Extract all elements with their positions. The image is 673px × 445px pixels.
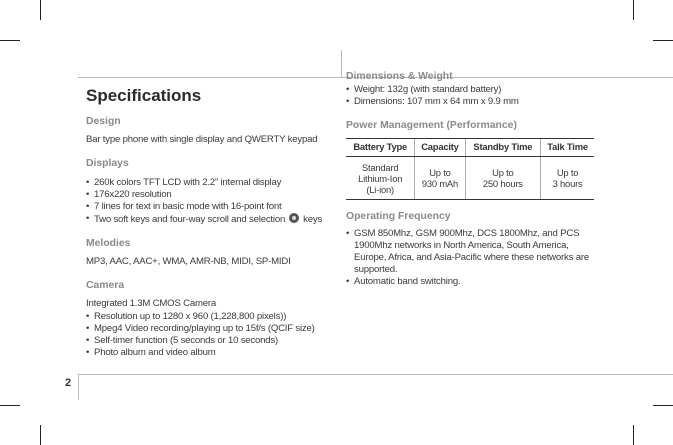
power-heading: Power Management (Performance)	[346, 120, 517, 131]
column-header: Capacity	[415, 139, 465, 157]
right-column	[346, 70, 596, 288]
battery-type-cell	[346, 157, 415, 200]
list-item: • Automatic band switching.	[346, 276, 596, 288]
dimensions-list	[346, 84, 596, 108]
cell-line: Lithium-Ion	[358, 172, 403, 184]
column-header: Standby Time	[465, 139, 541, 157]
cell-line: Up to	[556, 167, 579, 178]
list-item: • Dimensions: 107 mm x 64 mm x 9.9 mm	[346, 96, 596, 108]
displays-list	[86, 177, 336, 226]
standby-time-cell	[465, 157, 541, 200]
talk-time-cell	[541, 157, 594, 200]
camera-intro: Integrated 1.3M CMOS Camera	[86, 298, 217, 309]
top-gutter-line	[341, 50, 342, 78]
crop-mark	[40, 0, 41, 20]
crop-mark	[633, 0, 634, 20]
camera-list	[86, 311, 336, 359]
melodies-heading: Melodies	[86, 238, 131, 249]
cell-line: Up to	[429, 167, 451, 178]
soft-keys-text: Two soft keys and four-way scroll and selection	[94, 214, 286, 225]
cell-line: Up to	[492, 167, 514, 178]
table-header-row	[346, 139, 594, 157]
list-item: • Weight: 132g (with standard battery)	[346, 84, 596, 96]
table-row	[346, 157, 594, 200]
page-number-line	[78, 374, 79, 400]
left-column	[86, 86, 336, 359]
melodies-text: MP3, AAC, AAC+, WMA, AMR-NB, MIDI, SP-MIDI	[86, 256, 291, 267]
column-header: Talk Time	[541, 139, 594, 157]
list-item	[86, 213, 336, 226]
cell-line: 250 hours	[482, 178, 523, 189]
power-table	[346, 138, 594, 200]
page-number: 2	[65, 377, 72, 389]
crop-mark	[633, 425, 634, 445]
bottom-rule	[78, 374, 673, 375]
crop-mark	[40, 425, 41, 445]
cell-line: Standard	[361, 161, 399, 173]
navigation-key-icon	[289, 213, 299, 223]
list-item: • 260k colors TFT LCD with 2.2” internal display	[86, 177, 336, 189]
dimensions-heading: Dimensions & Weight	[346, 71, 453, 82]
list-item: • 176x220 resolution	[86, 189, 336, 201]
cell-line: 930 mAh	[421, 178, 458, 189]
column-header: Battery Type	[346, 139, 415, 157]
crop-mark	[653, 405, 673, 406]
design-text: Bar type phone with single display and QWERTY keypad	[86, 134, 318, 145]
list-item: • Self-timer function (5 seconds or 10 seconds)	[86, 335, 336, 347]
capacity-cell	[415, 157, 465, 200]
list-item: • Resolution up to 1280 x 960 (1,228,800 pixels))	[86, 311, 336, 323]
frequency-list	[346, 228, 596, 288]
frequency-heading: Operating Frequency	[346, 211, 451, 222]
list-item: • Mpeg4 Video recording/playing up to 15f/s (QCIF size)	[86, 323, 336, 335]
crop-mark	[0, 40, 20, 41]
list-item: • 7 lines for text in basic mode with 16-point font	[86, 201, 336, 213]
list-item: • Photo album and video album	[86, 347, 336, 359]
keys-text: keys	[303, 214, 323, 225]
crop-mark	[0, 405, 20, 406]
cell-line: 3 hours	[552, 178, 583, 189]
list-item: • GSM 850Mhz, GSM 900Mhz, DCS 1800Mhz, and PCS 1900Mhz networks in North America, South America, Europe, Africa, and Asia-Pacific where these networks are supported.	[346, 228, 596, 276]
design-heading: Design	[86, 116, 121, 127]
displays-heading: Displays	[86, 158, 129, 169]
page-title: Specifications	[86, 86, 202, 105]
crop-mark	[653, 40, 673, 41]
camera-heading: Camera	[86, 280, 125, 291]
cell-line: (Li-ion)	[366, 183, 394, 195]
